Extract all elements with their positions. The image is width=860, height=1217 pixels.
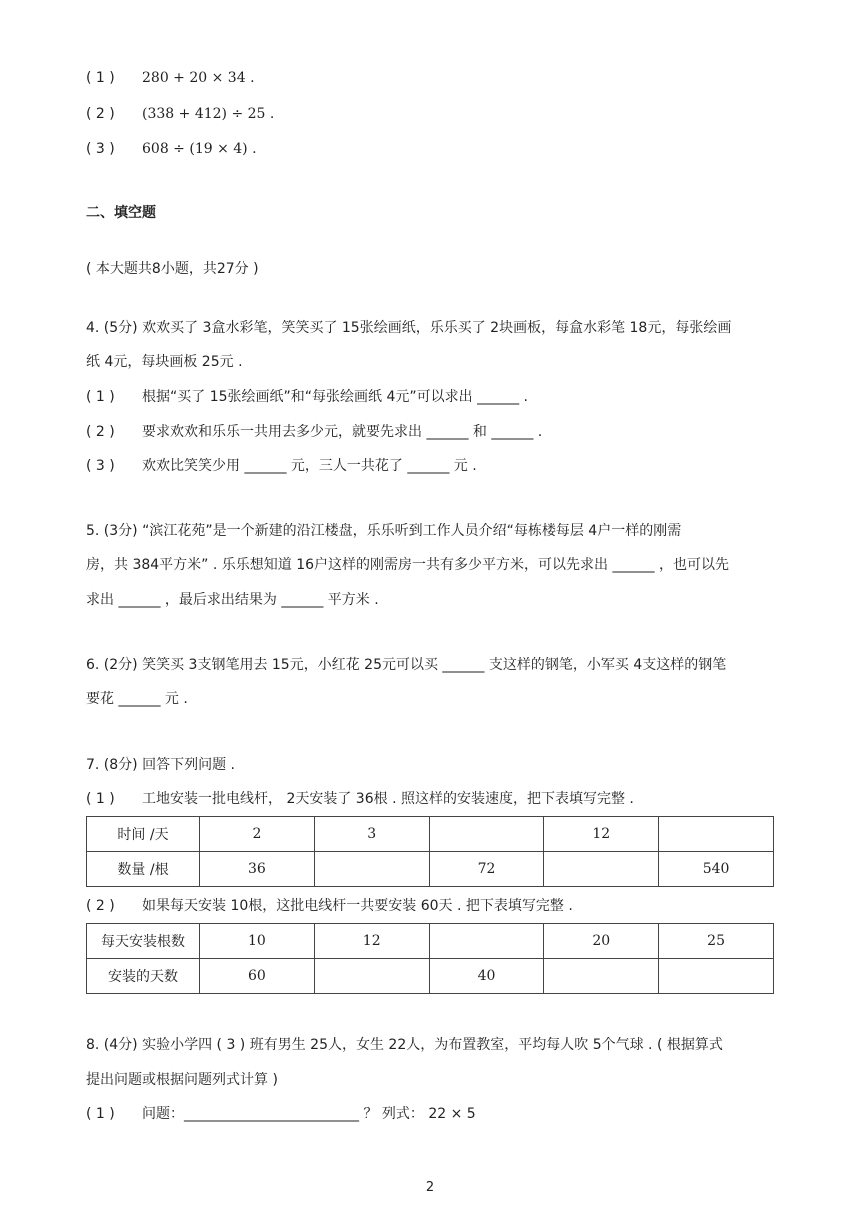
table-row — [87, 852, 774, 887]
table-daily-days — [86, 923, 774, 994]
table-cell: 10 — [200, 924, 315, 959]
calc-item-expr: 608 ÷ (19 × 4) . — [142, 141, 257, 157]
table-cell: 12 — [544, 817, 659, 852]
calc-item-3 — [86, 139, 257, 159]
table-cell: 60 — [200, 959, 315, 994]
q6-line2: 要花 ______ 元 . — [86, 691, 188, 707]
table-cell: 36 — [200, 852, 315, 887]
table-cell: 12 — [314, 924, 429, 959]
sub-text: 问题：_________________________ ？ 列式： 22 × 5 — [142, 1106, 476, 1122]
q7-sub2 — [86, 896, 573, 916]
sub-index: ( 3 ) — [86, 458, 115, 474]
table-cell: 540 — [659, 852, 774, 887]
table-cell — [544, 852, 659, 887]
calc-item-2 — [86, 104, 274, 124]
table-row — [87, 817, 774, 852]
sub-text: 要求欢欢和乐乐一共用去多少元，就要先求出 ______ 和 ______ . — [142, 424, 543, 440]
q8-line1: 8. (4分) 实验小学四 ( 3 ) 班有男生 25人，女生 22人，为布置教室，平均每人吹 5个气球 . ( 根据算式 — [86, 1037, 723, 1053]
sub-text: 根据“买了 15张绘画纸”和“每张绘画纸 4元”可以求出 ______ . — [142, 389, 528, 405]
table-time-quantity — [86, 816, 774, 887]
table-cell: 3 — [314, 817, 429, 852]
sub-text: 欢欢比笑笑少用 ______ 元，三人一共花了 ______ 元 . — [142, 458, 477, 474]
sub-text: 工地安装一批电线杆， 2天安装了 36根 . 照这样的安装速度，把下表填写完整 . — [142, 791, 634, 807]
q4-sub2 — [86, 422, 542, 442]
table-cell — [429, 924, 544, 959]
sub-text: 如果每天安装 10根，这批电线杆一共要安装 60天 . 把下表填写完整 . — [142, 898, 573, 914]
calc-item-1 — [86, 68, 255, 88]
sub-index: ( 1 ) — [86, 389, 115, 405]
q5-line2: 房，共 384平方米” . 乐乐想知道 16户这样的刚需房一共有多少平方米，可以先求出 ______ ，也可以先 — [86, 557, 729, 573]
table-cell-header: 每天安装根数 — [87, 924, 200, 959]
sub-index: ( 2 ) — [86, 898, 115, 914]
sub-index: ( 1 ) — [86, 791, 115, 807]
q5-line1: 5. (3分) “滨江花苑”是一个新建的沿江楼盘，乐乐听到工作人员介绍“每栋楼每层 4户一样的刚需 — [86, 523, 682, 539]
calc-item-index: ( 2 ) — [86, 106, 115, 122]
q4-line1: 4. (5分) 欢欢买了 3盒水彩笔，笑笑买了 15张绘画纸，乐乐买了 2块画板，每盒水彩笔 18元，每张绘画 — [86, 320, 732, 336]
q6-line1: 6. (2分) 笑笑买 3支钢笔用去 15元，小红花 25元可以买 ______ 支这样的钢笔，小军买 4支这样的钢笔 — [86, 657, 727, 673]
calc-item-expr: (338 + 412) ÷ 25 . — [142, 106, 275, 122]
q8-sub1 — [86, 1104, 476, 1124]
table-cell-header: 时间 /天 — [87, 817, 200, 852]
q4-sub3 — [86, 456, 477, 476]
q7-line1: 7. (8分) 回答下列问题 . — [86, 757, 235, 773]
table-row — [87, 959, 774, 994]
q4-sub1 — [86, 387, 528, 407]
table-cell: 2 — [200, 817, 315, 852]
page-number: 2 — [425, 1180, 435, 1195]
calc-item-index: ( 3 ) — [86, 141, 115, 157]
table-cell: 25 — [659, 924, 774, 959]
table-cell — [314, 852, 429, 887]
table-cell — [314, 959, 429, 994]
table-cell — [659, 817, 774, 852]
table-cell: 20 — [544, 924, 659, 959]
table-cell — [429, 817, 544, 852]
q7-sub1 — [86, 789, 634, 809]
sub-index: ( 1 ) — [86, 1106, 115, 1122]
q4-line2: 纸 4元，每块画板 25元 . — [86, 354, 243, 370]
calc-item-index: ( 1 ) — [86, 70, 115, 86]
table-cell-header: 数量 /根 — [87, 852, 200, 887]
q5-line3: 求出 ______ ，最后求出结果为 ______ 平方米 . — [86, 592, 379, 608]
table-cell — [659, 959, 774, 994]
table-cell: 72 — [429, 852, 544, 887]
section-note: ( 本大题共8小题，共27分 ) — [86, 261, 259, 277]
sub-index: ( 2 ) — [86, 424, 115, 440]
table-cell — [544, 959, 659, 994]
table-cell: 40 — [429, 959, 544, 994]
table-row — [87, 924, 774, 959]
q8-line2: 提出问题或根据问题列式计算 ) — [86, 1072, 278, 1088]
table-cell-header: 安装的天数 — [87, 959, 200, 994]
section-title: 二、填空题 — [86, 205, 156, 221]
calc-item-expr: 280 + 20 × 34 . — [142, 70, 255, 86]
